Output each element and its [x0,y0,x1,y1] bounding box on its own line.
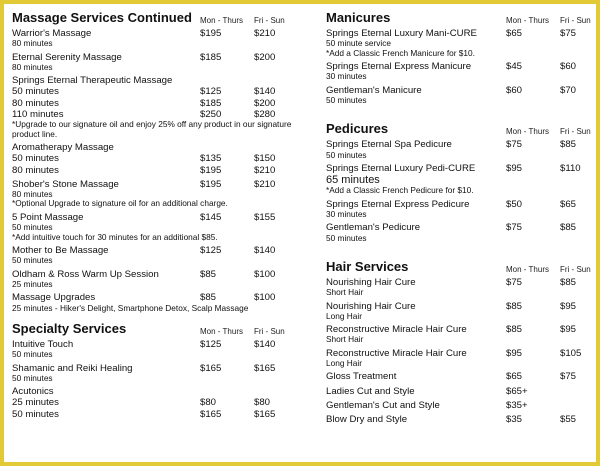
service-duration: 50 minutes [12,222,53,233]
weekend-price: $210 [254,28,276,39]
service-name: Gentleman's Pedicure [326,222,421,234]
service-item [326,414,592,425]
weekend-price: $65 [560,198,577,210]
weekday-price: $60 [506,84,523,96]
weekday-price: $75 [506,277,523,289]
weekend-price: $110 [560,163,581,175]
weekday-price: $85 [200,292,217,304]
service-item [12,179,294,209]
duration-option: 110 minutes [12,108,64,120]
weekend-price: $95 [560,300,577,312]
service-item [12,339,294,360]
service-item [326,400,592,411]
section-title: Hair Services [326,259,409,275]
service-item [12,245,294,266]
weekday-price: $80 [200,397,217,409]
section-header [326,121,592,136]
service-name: Blow Dry and Style [326,414,408,426]
service-item [12,28,294,49]
weekend-price: $75 [560,28,577,39]
service-name: Shamanic and Reiki Healing [12,362,133,374]
section-header [12,321,294,336]
service-duration: 65 minutes [326,174,380,187]
service-name: Ladies Cut and Style [326,385,415,397]
service-name: Springs Eternal Spa Pedicure [326,139,452,151]
section-header [326,10,592,25]
service-item [12,292,294,313]
service-item [326,163,592,196]
service-item [326,199,592,220]
weekday-price: $95 [506,163,523,175]
service-item [326,301,592,322]
service-duration: 50 minutes [326,95,367,106]
service-duration: 80 minutes [12,61,53,72]
weekend-header: Fri - Sun [254,327,285,337]
service-item [12,363,294,384]
weekday-header: Mon - Thurs [506,16,549,25]
service-duration: 80 minutes [12,189,53,200]
service-note: *Optional Upgrade to signature oil for an additional charge. [12,198,228,209]
service-item [12,52,294,73]
weekend-price: $85 [560,277,577,289]
service-name: Nourishing Hair Cure [326,300,416,312]
duration-option: 50 minutes [12,153,59,165]
service-name: Shober's Stone Massage [12,178,119,190]
weekend-price: $105 [560,347,582,359]
service-variant: Long Hair [326,310,362,321]
weekday-price: $50 [506,198,523,210]
weekend-price [560,400,592,411]
service-name: Gentleman's Manicure [326,84,422,96]
service-name: Oldham & Ross Warm Up Session [12,268,159,280]
service-note: *Add intuitive touch for 30 minutes for an additional $85. [12,231,218,242]
weekend-price: $280 [254,108,276,120]
weekend-price: $165 [254,408,276,420]
section-header [12,10,294,25]
service-duration: 50 minutes [12,372,53,383]
weekday-price: $35+ [506,399,528,411]
weekday-price: $85 [506,324,523,336]
duration-option: 50 minutes [12,408,59,420]
service-duration: 30 minutes [326,71,367,82]
weekday-header: Mon - Thurs [506,265,549,275]
left-column [12,8,294,420]
service-item [326,61,592,82]
weekday-header: Mon - Thurs [200,16,243,25]
service-note: *Upgrade to our signature oil and enjoy 25% off any product in our signature product line. [12,119,292,139]
weekday-price: $125 [200,86,222,98]
duration-option: 50 minutes [12,86,59,98]
weekday-header: Mon - Thurs [200,327,243,337]
weekday-price: $195 [200,178,222,190]
service-name: 5 Point Massage [12,212,84,224]
weekday-price: $65+ [506,385,528,397]
service-variant: Long Hair [326,358,362,369]
service-name: Reconstructive Miracle Hair Cure [326,347,467,359]
service-name: Gentleman's Cut and Style [326,399,440,411]
weekend-price: $210 [254,178,276,190]
weekday-price: $165 [200,362,222,374]
service-name: Mother to Be Massage [12,245,109,257]
weekday-price: $45 [506,61,523,73]
weekend-price: $165 [254,362,276,374]
service-name: Springs Eternal Luxury Pedi-CURE [326,163,476,175]
service-name: Eternal Serenity Massage [12,51,122,63]
weekday-price: $185 [200,97,222,109]
section-title: Specialty Services [12,321,127,337]
service-name: Acutonics [12,386,54,398]
service-name: Gloss Treatment [326,371,397,383]
weekday-price: $165 [200,408,222,420]
service-duration: 25 minutes - Hiker's Delight, Smartphone Detox, Scalp Massage [12,302,249,313]
weekend-price [560,386,592,397]
weekend-price: $100 [254,292,276,304]
service-name: Intuitive Touch [12,339,74,351]
section-title: Massage Services Continued [12,10,192,25]
service-duration: 50 minutes [326,149,367,160]
service-duration: 50 minutes [12,255,53,266]
service-name: Massage Upgrades [12,292,96,304]
weekend-price: $210 [254,164,276,176]
weekend-price: $85 [560,139,577,151]
section-title: Manicures [326,10,391,25]
service-duration: 50 minute service [326,38,392,49]
weekday-price: $125 [200,339,222,351]
weekday-price: $85 [506,300,523,312]
service-item [12,142,294,176]
service-variant: Short Hair [326,334,364,345]
weekend-price: $95 [560,324,577,336]
service-item [12,212,294,242]
service-note: *Add a Classic French Manicure for $10. [326,47,475,58]
service-name: Warrior's Massage [12,28,92,39]
weekday-price: $75 [506,222,523,234]
service-variant: Short Hair [326,287,364,298]
weekday-price: $95 [506,347,523,359]
weekday-header: Mon - Thurs [506,127,549,137]
weekend-price: $140 [254,86,276,98]
duration-option: 25 minutes [12,397,59,409]
weekend-price: $80 [254,397,271,409]
weekend-header: Fri - Sun [560,16,591,25]
weekday-price: $65 [506,28,523,39]
weekend-price: $55 [560,414,577,426]
duration-option: 80 minutes [12,97,59,109]
weekend-price: $70 [560,84,577,96]
weekday-price: $135 [200,153,222,165]
weekday-price: $195 [200,164,222,176]
service-item [12,269,294,290]
service-duration: 25 minutes [12,279,53,290]
weekend-header: Fri - Sun [254,16,285,25]
service-name: Springs Eternal Therapeutic Massage [12,75,173,87]
weekend-price: $140 [254,339,276,351]
service-item [326,85,592,106]
weekend-price: $100 [254,268,276,280]
service-name: Aromatherapy Massage [12,142,114,154]
weekday-price: $125 [200,245,222,257]
service-item [326,324,592,345]
weekday-price: $185 [200,51,222,63]
weekend-price: $75 [560,371,577,383]
service-duration: 80 minutes [12,38,53,49]
service-item [326,277,592,298]
service-item [326,386,592,397]
duration-option: 80 minutes [12,164,59,176]
service-name: Springs Eternal Express Manicure [326,61,472,73]
weekday-price: $65 [506,371,523,383]
service-item [326,28,592,58]
service-note: *Add a Classic French Pedicure for $10. [326,185,474,196]
section-title: Pedicures [326,121,389,137]
weekday-price: $195 [200,28,222,39]
weekend-header: Fri - Sun [560,265,591,275]
service-name: Reconstructive Miracle Hair Cure [326,324,467,336]
service-item [326,348,592,369]
weekend-price: $140 [254,245,276,257]
service-duration: 50 minutes [12,349,53,360]
weekend-price: $60 [560,61,577,73]
service-name: Nourishing Hair Cure [326,277,416,289]
weekday-price: $250 [200,108,222,120]
weekday-price: $35 [506,414,523,426]
service-duration: 30 minutes [326,209,367,220]
service-item [12,386,294,420]
service-duration: 50 minutes [326,232,367,243]
service-item [12,75,294,139]
service-item [326,139,592,160]
service-name: Springs Eternal Luxury Mani-CURE [326,28,477,39]
weekend-price: $200 [254,97,276,109]
section-header [326,259,592,274]
weekday-price: $75 [506,139,523,151]
weekend-price: $200 [254,51,276,63]
service-item [326,371,592,382]
weekday-price: $85 [200,268,217,280]
weekday-price: $145 [200,212,222,224]
weekend-price: $150 [254,153,276,165]
weekend-price: $85 [560,222,577,234]
service-name: Springs Eternal Express Pedicure [326,198,470,210]
weekend-header: Fri - Sun [560,127,591,137]
service-item [326,222,592,243]
weekend-price: $155 [254,212,276,224]
right-column [326,8,592,425]
